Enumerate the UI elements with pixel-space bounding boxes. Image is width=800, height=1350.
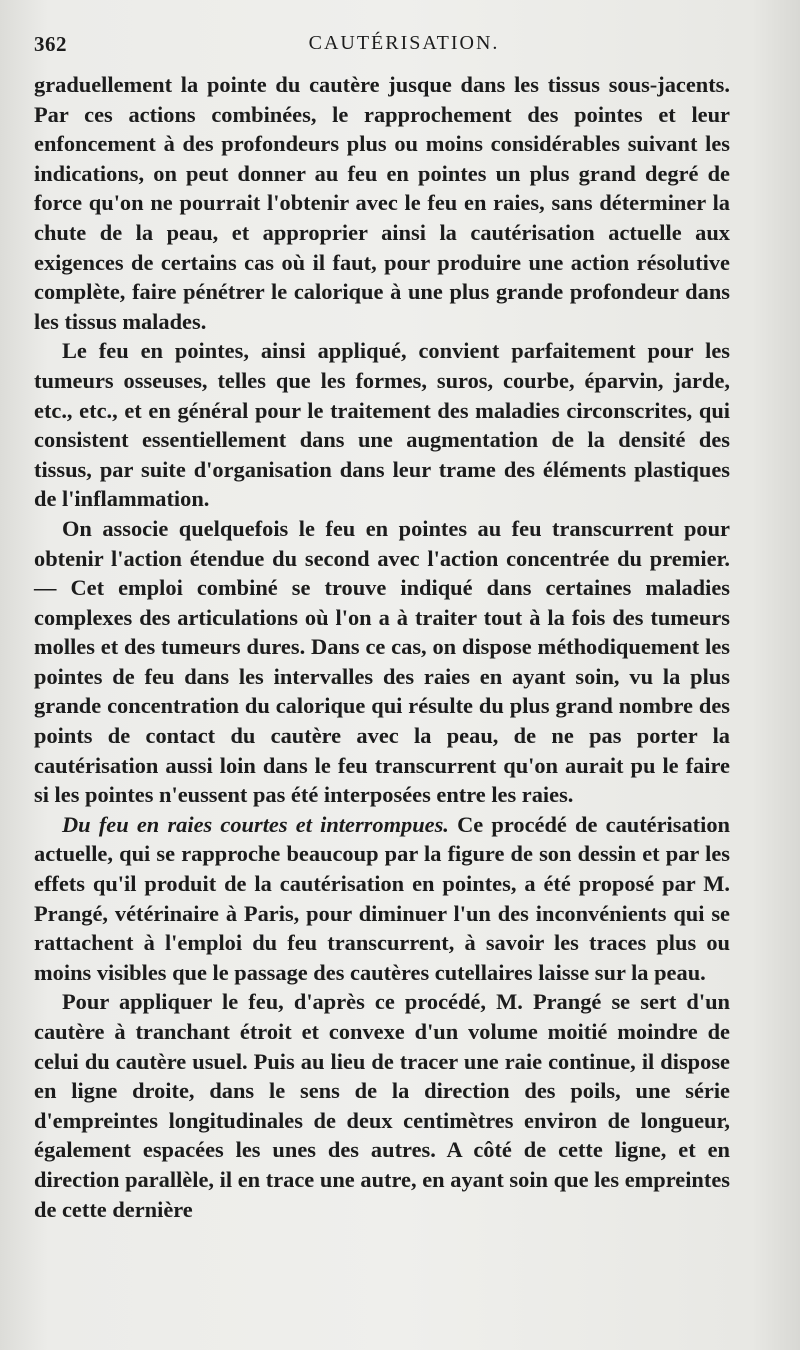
section-title: CAUTÉRISATION. [308,32,500,54]
paragraph-2-text: Le feu en pointes, ainsi appliqué, convient parfaitement pour les tumeurs osseuses, telles que les formes, suros, courbe, éparvin, jarde, etc., etc., et en général pour le traitement des maladies circonscrites, qui consistent essentiellement dans une augmentation de la densité des tissus, par suite d'organisation dans leur trame des éléments plastiques de l'inflammation. [34,338,730,512]
paragraph-2 [34,336,730,514]
paragraph-3 [34,514,730,810]
paragraph-1 [34,70,730,336]
paragraph-5-text: Pour appliquer le feu, d'après ce procédé, M. Prangé se sert d'un cautère à tranchant étroit et convexe d'un volume moitié moindre de celui du cautère usuel. Puis au lieu de tracer une raie continue, il dispose en ligne droite, dans le sens de la direction des poils, une série d'empreintes longitudinales de deux centimètres environ de longueur, également espacées les unes des autres. A côté de cette ligne, et en direction parallèle, il en trace une autre, en ayant soin que les empreintes de cette dernière [34,989,730,1222]
paragraph-4-lead: Du feu en raies courtes et interrompues. [62,811,449,837]
paragraph-5 [34,987,730,1224]
paragraph-1-text: graduellement la pointe du cautère jusque dans les tissus sous-jacents. Par ces actions combinées, le rapprochement des pointes et leur enfoncement à des profondeurs plus ou moins considérables suivant les indications, on peut donner au feu en pointes un plus grand degré de force qu'on ne pourrait l'obtenir avec le feu en raies, sans déterminer la chute de la peau, et approprier ainsi la cautérisation actuelle aux exigences de certains cas où il faut, pour produire une action résolutive complète, faire pénétrer le calorique à une plus grande profondeur dans les tissus malades. [34,72,730,334]
paragraph-4 [34,810,730,988]
running-head [34,32,734,62]
paragraph-3-text: On associe quelquefois le feu en pointes au feu transcurrent pour obtenir l'action étendue du second avec l'action concentrée du premier. — Cet emploi combiné se trouve indiqué dans certaines maladies complexes des articulations où l'on a à traiter tout à la fois des tumeurs molles et des tumeurs dures. Dans ce cas, on dispose méthodiquement les pointes de feu dans les intervalles des raies en ayant soin, vu la plus grande concentration du calorique qui résulte du plus grand nombre des points de contact du cautère avec la peau, de ne pas porter la cautérisation aussi loin dans le feu transcurrent qu'on aurait pu le faire si les pointes n'eussent pas été interposées entre les raies. [34,515,730,808]
page-number: 362 [34,32,67,56]
body-text [34,70,730,1224]
paragraph-4-text: Ce procédé de cautérisation actuelle, qui se rapproche beaucoup par la figure de son dessin et par les effets qu'il produit de la cautérisation en pointes, a été proposé par M. Prangé, vétérinaire à Paris, pour diminuer l'un des inconvénients qui se rattachent à l'emploi du feu transcurrent, à savoir les traces plus ou moins visibles que le passage des cautères cutellaires laisse sur la peau. [34,811,730,985]
